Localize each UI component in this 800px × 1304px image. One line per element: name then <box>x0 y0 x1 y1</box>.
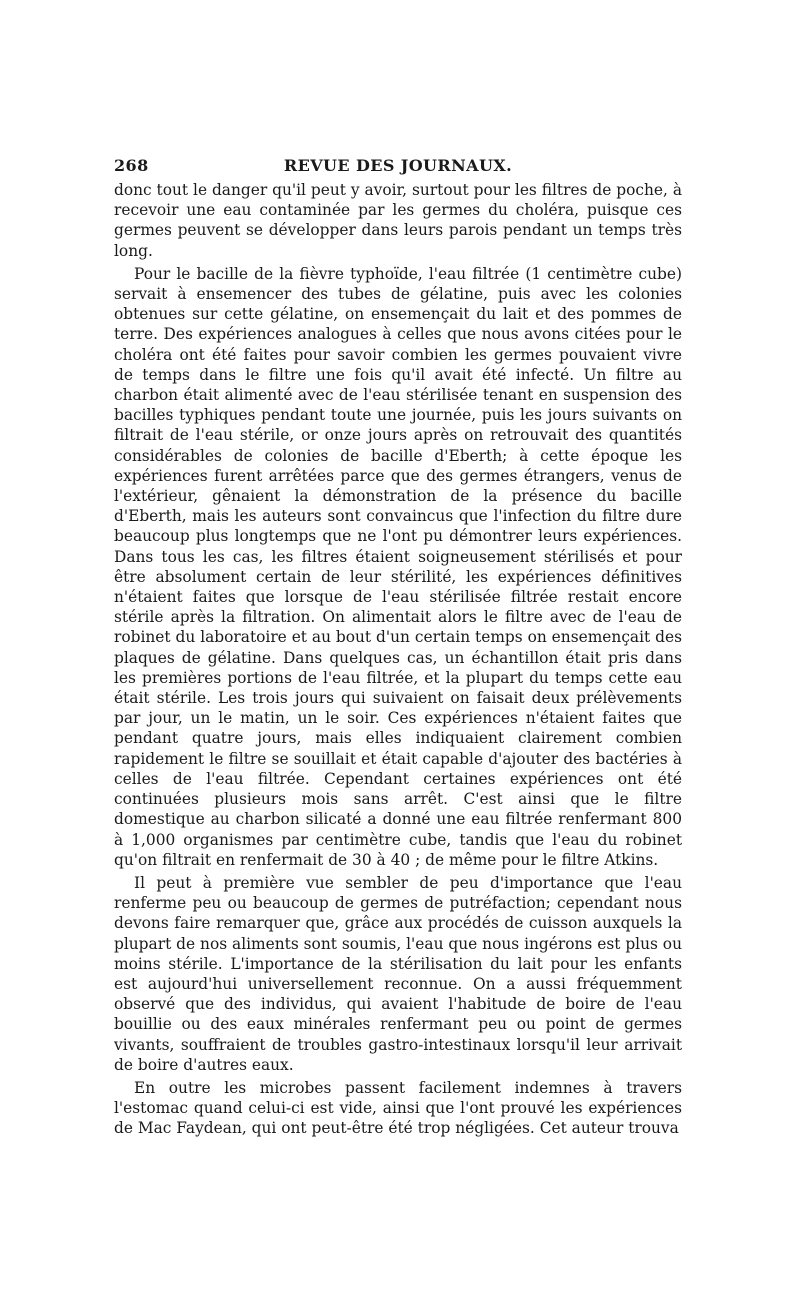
document-page <box>114 154 682 1142</box>
running-title: REVUE DES JOURNAUX. <box>283 156 513 175</box>
paragraph-stomach-microbes: En outre les microbes passent facilement indemnes à travers l'estomac quand celui-ci est vide, ainsi que l'ont prouvé les expériences de Mac Faydean, qui ont peut-être été trop négligées. Cet auteur trouva <box>114 1078 682 1138</box>
running-header <box>114 154 682 180</box>
paragraph-typhoid-experiments: Pour le bacille de la fièvre typhoïde, l'eau filtrée (1 centimètre cube) servait à ensemencer des tubes de gélatine, puis avec les colonies obtenues sur cette gélatine, on ensemençait du lait et des pommes de terre. Des expériences analogues à celles que nous avons citées pour le choléra ont été faites pour savoir combien les germes pouvaient vivre de temps dans le filtre une fois qu'il avait été infecté. Un filtre au charbon était alimenté avec de l'eau stérilisée tenant en suspension des bacilles typhiques pendant toute une journée, puis les jours suivants on filtrait de l'eau stérile, or onze jours après on retrouvait des quantités considérables de colonies de bacille d'Eberth; à cette époque les expériences furent arrêtées parce que des germes étrangers, venus de l'extérieur, gênaient la démonstration de la présence du bacille d'Eberth, mais les auteurs sont convaincus que l'infection du filtre dure beaucoup plus longtemps que ne l'ont pu démontrer leurs expériences. Dans tous les cas, les filtres étaient soigneusement stérilisés et pour être absolument certain de leur stérilité, les expériences définitives n'étaient faites que lorsque de l'eau stérilisée filtrée restait encore stérile après la filtration. On alimentait alors le filtre avec de l'eau de robinet du laboratoire et au bout d'un certain temps on ensemençait des plaques de gélatine. Dans quelques cas, un échantillon était pris dans les premières portions de l'eau filtrée, et la plupart du temps cette eau était stérile. Les trois jours qui suivaient on faisait deux prélèvements par jour, un le matin, un le soir. Ces expériences n'étaient faites que pendant quatre jours, mais elles indiquaient clairement combien rapidement le filtre se souillait et était capable d'ajouter des bactéries à celles de l'eau filtrée. Cependant certaines expériences ont été continuées plusieurs mois sans arrêt. C'est ainsi que le filtre domestique au charbon silicaté a donné une eau filtrée renfermant 800 à 1,000 organismes par centimètre cube, tandis que l'eau du robinet qu'on filtrait en renfermait de 30 à 40 ; de même pour le filtre Atkins. <box>114 264 682 869</box>
paragraph-continuation: donc tout le danger qu'il peut y avoir, surtout pour les filtres de poche, à recevoir une eau contaminée par les germes du choléra, puisque ces germes peuvent se développer dans leurs parois pendant un temps très long. <box>114 181 682 260</box>
page-number: 268 <box>114 156 149 175</box>
article-body <box>114 180 682 1139</box>
paragraph-putrefaction-germs: Il peut à première vue sembler de peu d'importance que l'eau renferme peu ou beaucoup de germes de putréfaction; cependant nous devons faire remarquer que, grâce aux procédés de cuisson auxquels la plupart de nos aliments sont soumis, l'eau que nous ingérons est plus ou moins stérile. L'importance de la stérilisation du lait pour les enfants est aujourd'hui universellement reconnue. On a aussi fréquemment observé que des individus, qui avaient l'habitude de boire de l'eau bouillie ou des eaux minérales renfermant peu ou point de germes vivants, souffraient de troubles gastro-intestinaux lorsqu'il leur arrivait de boire d'autres eaux. <box>114 873 682 1074</box>
